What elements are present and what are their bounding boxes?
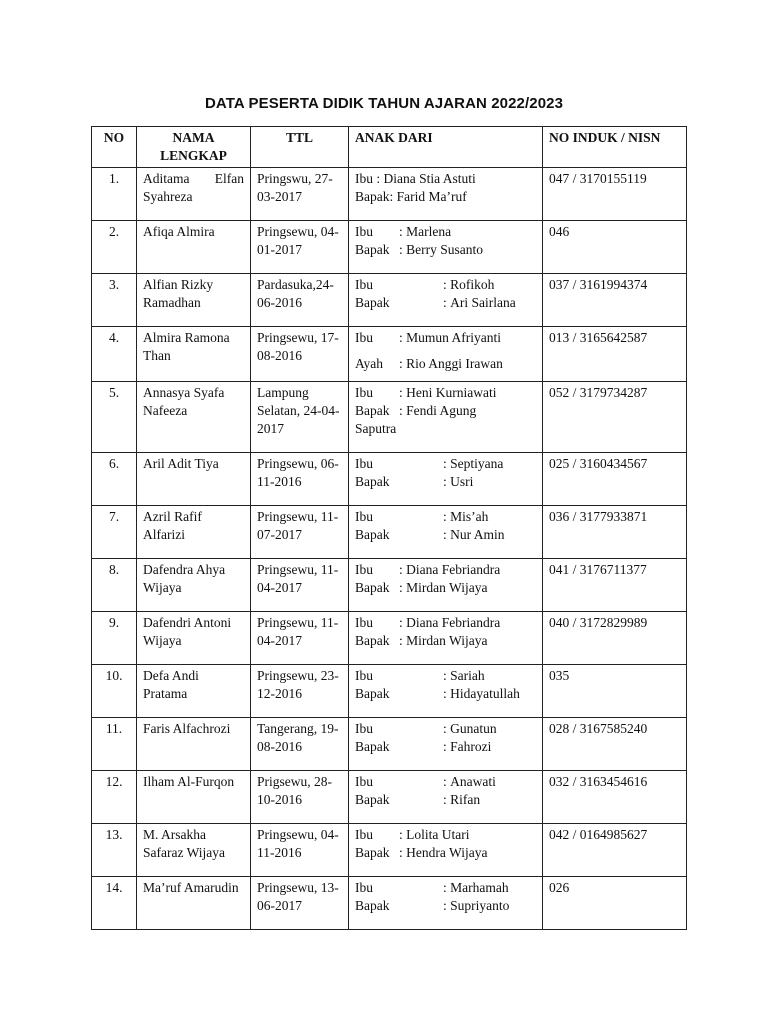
cell-no: 5. (92, 382, 137, 453)
cell-ttl: Pringsewu, 04-11-2016 (251, 824, 349, 877)
cell-no-induk-nisn: 046 (543, 221, 687, 274)
cell-nama-lengkap: Afiqa Almira (137, 221, 251, 274)
cell-ttl: Lampung Selatan, 24-04-2017 (251, 382, 349, 453)
parent-separator: : (373, 171, 384, 186)
cell-ttl: Pringsewu, 04-01-2017 (251, 221, 349, 274)
cell-no-induk-nisn: 036 / 3177933871 (543, 506, 687, 559)
cell-anak-dari (349, 771, 543, 824)
parent-separator: : (443, 456, 451, 471)
page-title: DATA PESERTA DIDIK TAHUN AJARAN 2022/2023 (204, 95, 564, 112)
parent-separator: : (443, 277, 451, 292)
parent-line (355, 294, 536, 312)
cell-no: 4. (92, 327, 137, 382)
cell-ttl: Pringsewu, 11-07-2017 (251, 506, 349, 559)
cell-no: 12. (92, 771, 137, 824)
parent-name: Saputra (355, 421, 397, 436)
parent-separator: : (399, 633, 407, 648)
parent-role: Bapak (355, 739, 390, 754)
parent-name: Septiyana (450, 456, 504, 471)
parent-line (355, 738, 536, 756)
cell-no: 7. (92, 506, 137, 559)
parent-separator: : (443, 527, 451, 542)
parent-separator: : (443, 792, 451, 807)
cell-anak-dari (349, 824, 543, 877)
table-row (92, 453, 687, 506)
cell-nama-lengkap: Dafendra Ahya Wijaya (137, 559, 251, 612)
parent-name: Hidayatullah (450, 686, 520, 701)
cell-anak-dari (349, 221, 543, 274)
parent-line (355, 420, 536, 438)
cell-anak-dari (349, 453, 543, 506)
parent-role: Bapak (355, 580, 390, 595)
parent-name: Marhamah (450, 880, 509, 895)
parent-separator: : (399, 403, 407, 418)
parent-role: Bapak (355, 633, 390, 648)
table-body (92, 168, 687, 930)
parent-line (355, 526, 536, 544)
parent-role: Ibu (355, 224, 373, 239)
parent-line (355, 720, 536, 738)
parent-role: Ayah (355, 356, 384, 371)
parent-line (355, 455, 536, 473)
parent-role: Ibu (355, 330, 373, 345)
cell-ttl: Pringswu, 27-03-2017 (251, 168, 349, 221)
parent-name: Nur Amin (450, 527, 505, 542)
table-row (92, 168, 687, 221)
table-row (92, 382, 687, 453)
parent-separator: : (443, 880, 451, 895)
cell-no-induk-nisn: 041 / 3176711377 (543, 559, 687, 612)
parent-separator: : (443, 668, 451, 683)
cell-anak-dari (349, 612, 543, 665)
parent-separator: : (399, 615, 407, 630)
cell-anak-dari (349, 665, 543, 718)
cell-nama-lengkap: Alfian Rizky Ramadhan (137, 274, 251, 327)
parent-name: Mumun Afriyanti (406, 330, 502, 345)
parent-name: Fahrozi (450, 739, 492, 754)
cell-no: 9. (92, 612, 137, 665)
table-row (92, 771, 687, 824)
cell-nama-lengkap: Defa Andi Pratama (137, 665, 251, 718)
cell-no-induk-nisn: 035 (543, 665, 687, 718)
cell-nama-lengkap: Dafendri Antoni Wijaya (137, 612, 251, 665)
parent-line (355, 579, 536, 597)
table-row (92, 665, 687, 718)
parent-role: Ibu (355, 277, 373, 292)
parent-name: Berry Susanto (406, 242, 484, 257)
cell-anak-dari (349, 506, 543, 559)
parent-line (355, 614, 536, 632)
parent-name: Farid Ma’ruf (396, 189, 467, 204)
parent-name: Rifan (450, 792, 481, 807)
parent-line (355, 384, 536, 402)
table-row (92, 718, 687, 771)
cell-no-induk-nisn: 052 / 3179734287 (543, 382, 687, 453)
cell-no: 6. (92, 453, 137, 506)
parent-line (355, 773, 536, 791)
table-row (92, 559, 687, 612)
parent-separator: : (399, 330, 407, 345)
parent-name: Hendra Wijaya (406, 845, 488, 860)
cell-nama-lengkap: Aril Adit Tiya (137, 453, 251, 506)
parent-name: Lolita Utari (406, 827, 470, 842)
parent-line (355, 685, 536, 703)
parent-role: Bapak (355, 295, 390, 310)
parent-name: Mis’ah (450, 509, 489, 524)
parent-separator: : (443, 686, 451, 701)
parent-separator: : (399, 580, 407, 595)
student-table (91, 126, 687, 930)
cell-nama-lengkap: Ma’ruf Amarudin (137, 877, 251, 930)
parent-separator: : (399, 385, 407, 400)
parent-name: Sariah (450, 668, 485, 683)
cell-no: 2. (92, 221, 137, 274)
cell-anak-dari (349, 877, 543, 930)
parent-separator: : (399, 827, 407, 842)
parent-name: Heni Kurniawati (406, 385, 497, 400)
parent-role: Ibu (355, 774, 373, 789)
parent-separator: : (389, 189, 397, 204)
parent-line (355, 632, 536, 650)
cell-no-induk-nisn: 032 / 3163454616 (543, 771, 687, 824)
parent-separator: : (443, 509, 451, 524)
parent-separator: : (443, 739, 451, 754)
parent-role: Ibu (355, 456, 373, 471)
parent-separator: : (443, 774, 451, 789)
parent-line (355, 223, 536, 241)
cell-ttl: Pringsewu, 06-11-2016 (251, 453, 349, 506)
parent-line (355, 276, 536, 294)
parent-line (355, 188, 536, 206)
parent-role: Bapak (355, 474, 390, 489)
cell-ttl: Pardasuka,24-06-2016 (251, 274, 349, 327)
cell-no-induk-nisn: 013 / 3165642587 (543, 327, 687, 382)
cell-no-induk-nisn: 047 / 3170155119 (543, 168, 687, 221)
cell-nama-lengkap: Ilham Al-Furqon (137, 771, 251, 824)
parent-role: Ibu (355, 615, 373, 630)
table-header-row (92, 127, 687, 168)
parent-role: Ibu (355, 880, 373, 895)
parent-role: Bapak (355, 403, 390, 418)
parent-separator: : (443, 474, 451, 489)
cell-no-induk-nisn: 028 / 3167585240 (543, 718, 687, 771)
parent-name: Gunatun (450, 721, 497, 736)
parent-name: Diana Stia Astuti (383, 171, 476, 186)
parent-name: Anawati (450, 774, 496, 789)
cell-nama-lengkap: M. Arsakha Safaraz Wijaya (137, 824, 251, 877)
cell-no: 11. (92, 718, 137, 771)
parent-role: Bapak (355, 898, 390, 913)
cell-anak-dari (349, 559, 543, 612)
table-row (92, 877, 687, 930)
parent-separator: : (443, 721, 451, 736)
parent-name: Rio Anggi Irawan (406, 356, 503, 371)
cell-ttl: Prigsewu, 28-10-2016 (251, 771, 349, 824)
cell-ttl: Pringsewu, 13-06-2017 (251, 877, 349, 930)
parent-role: Bapak (355, 242, 390, 257)
cell-no: 3. (92, 274, 137, 327)
parent-separator: : (443, 898, 451, 913)
cell-no: 1. (92, 168, 137, 221)
parent-line (355, 473, 536, 491)
parent-name: Diana Febriandra (406, 615, 501, 630)
header-no-induk-nisn: NO INDUK / NISN (543, 127, 687, 168)
cell-anak-dari (349, 718, 543, 771)
cell-no-induk-nisn: 037 / 3161994374 (543, 274, 687, 327)
parent-name: Marlena (406, 224, 452, 239)
parent-line (355, 791, 536, 809)
parent-name: Diana Febriandra (406, 562, 501, 577)
parent-name: Mirdan Wijaya (406, 580, 488, 595)
parent-name: Ari Sairlana (450, 295, 516, 310)
cell-nama-lengkap: Aditama Elfan Syahreza (137, 168, 251, 221)
parent-role: Bapak (355, 845, 390, 860)
parent-role: Ibu (355, 562, 373, 577)
parent-line (355, 355, 536, 373)
parent-separator: : (399, 562, 407, 577)
parent-line (355, 508, 536, 526)
table-row (92, 221, 687, 274)
parent-line (355, 402, 536, 420)
cell-no: 14. (92, 877, 137, 930)
parent-line (355, 826, 536, 844)
parent-line (355, 667, 536, 685)
table-row (92, 612, 687, 665)
cell-ttl: Tangerang, 19-08-2016 (251, 718, 349, 771)
cell-no: 10. (92, 665, 137, 718)
cell-anak-dari (349, 382, 543, 453)
cell-ttl: Pringsewu, 11-04-2017 (251, 559, 349, 612)
parent-separator: : (399, 356, 407, 371)
parent-separator: : (399, 845, 407, 860)
table-row (92, 824, 687, 877)
parent-role: Ibu (355, 509, 373, 524)
parent-role: Ibu (355, 721, 373, 736)
header-ttl: TTL (251, 127, 349, 168)
cell-anak-dari (349, 274, 543, 327)
cell-ttl: Pringsewu, 17-08-2016 (251, 327, 349, 382)
cell-ttl: Pringsewu, 23-12-2016 (251, 665, 349, 718)
parent-line (355, 897, 536, 915)
cell-no-induk-nisn: 025 / 3160434567 (543, 453, 687, 506)
parent-separator: : (443, 295, 451, 310)
parent-role: Ibu (355, 668, 373, 683)
parent-role: Bapak (355, 686, 390, 701)
cell-no-induk-nisn: 042 / 0164985627 (543, 824, 687, 877)
parent-role: Bapak (355, 189, 390, 204)
parent-role: Bapak (355, 527, 390, 542)
parent-name: Fendi Agung (406, 403, 477, 418)
header-anak-dari: ANAK DARI (349, 127, 543, 168)
table-row (92, 327, 687, 382)
parent-role: Ibu (355, 827, 373, 842)
parent-line (355, 329, 536, 347)
cell-nama-lengkap: Faris Alfachrozi (137, 718, 251, 771)
parent-line (355, 170, 536, 188)
parent-name: Supriyanto (450, 898, 510, 913)
parent-line (355, 844, 536, 862)
cell-no: 13. (92, 824, 137, 877)
cell-no-induk-nisn: 026 (543, 877, 687, 930)
cell-ttl: Pringsewu, 11-04-2017 (251, 612, 349, 665)
header-no: NO (92, 127, 137, 168)
cell-no-induk-nisn: 040 / 3172829989 (543, 612, 687, 665)
parent-role: Bapak (355, 792, 390, 807)
cell-anak-dari (349, 168, 543, 221)
parent-name: Usri (450, 474, 474, 489)
parent-line (355, 241, 536, 259)
header-nama-lengkap: NAMA LENGKAP (137, 127, 251, 168)
table-row (92, 506, 687, 559)
parent-separator: : (399, 224, 407, 239)
cell-nama-lengkap: Azril Rafif Alfarizi (137, 506, 251, 559)
parent-separator: : (399, 242, 407, 257)
parent-line (355, 879, 536, 897)
cell-no: 8. (92, 559, 137, 612)
cell-nama-lengkap: Annasya Syafa Nafeeza (137, 382, 251, 453)
parent-role: Ibu (355, 171, 373, 186)
parent-role: Ibu (355, 385, 373, 400)
parent-name: Mirdan Wijaya (406, 633, 488, 648)
table-row (92, 274, 687, 327)
cell-nama-lengkap: Almira Ramona Than (137, 327, 251, 382)
parent-name: Rofikoh (450, 277, 495, 292)
parent-line (355, 561, 536, 579)
cell-anak-dari (349, 327, 543, 382)
